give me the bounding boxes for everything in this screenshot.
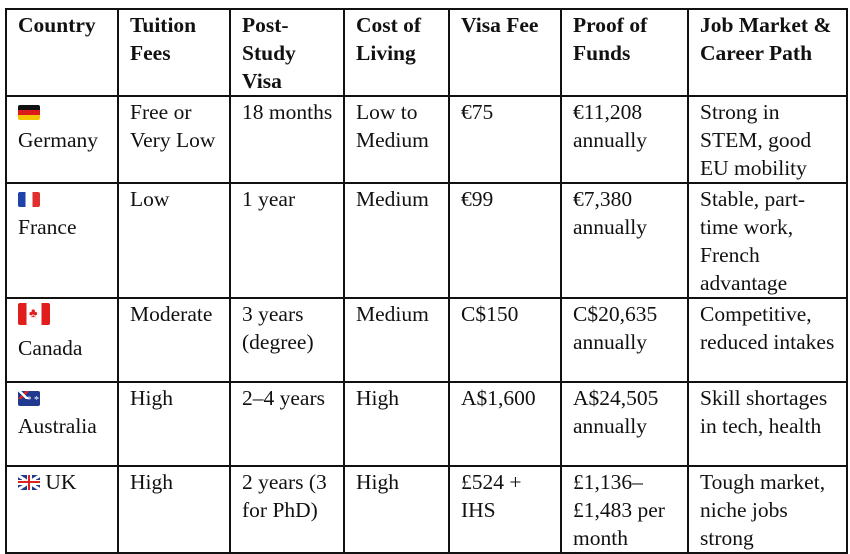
visa-fee-cell: A$1,600 (449, 382, 561, 466)
proof-of-funds-cell: A$24,505 annually (561, 382, 688, 466)
proof-of-funds-cell: €7,380 annually (561, 183, 688, 298)
cost-of-living-cell: Medium (344, 183, 449, 298)
country-cell (6, 298, 118, 382)
visa-fee-cell: £524 + IHS (449, 466, 561, 553)
germany-flag-icon (18, 105, 40, 120)
job-market-cell: Skill shortages in tech, health (688, 382, 847, 466)
table-row (6, 466, 847, 553)
post-study-visa-cell: 3 years (degree) (230, 298, 344, 382)
uk-flag-icon (18, 475, 40, 490)
australia-flag-icon (18, 391, 40, 406)
tuition-cell: High (118, 382, 230, 466)
cost-of-living-cell: Medium (344, 298, 449, 382)
france-flag-icon (18, 192, 40, 207)
visa-fee-cell: C$150 (449, 298, 561, 382)
job-market-cell: Competitive, reduced intakes (688, 298, 847, 382)
post-study-visa-cell: 2 years (3 for PhD) (230, 466, 344, 553)
table-row (6, 183, 847, 298)
tuition-cell: High (118, 466, 230, 553)
cost-of-living-cell: High (344, 466, 449, 553)
header-job-market: Job Market & Career Path (688, 9, 847, 96)
tuition-cell: Moderate (118, 298, 230, 382)
country-name: Canada (18, 336, 83, 360)
post-study-visa-cell: 2–4 years (230, 382, 344, 466)
post-study-visa-cell: 1 year (230, 183, 344, 298)
country-name: Germany (18, 128, 98, 152)
country-cell (6, 466, 118, 553)
proof-of-funds-cell: £1,136–£1,483 per month (561, 466, 688, 553)
country-cell (6, 96, 118, 183)
country-cell (6, 183, 118, 298)
post-study-visa-cell: 18 months (230, 96, 344, 183)
cost-of-living-cell: High (344, 382, 449, 466)
country-name: France (18, 215, 77, 239)
country-name: Australia (18, 414, 97, 438)
job-market-cell: Tough market, niche jobs strong (688, 466, 847, 553)
country-comparison-table (5, 8, 848, 554)
job-market-cell: Strong in STEM, good EU mobility (688, 96, 847, 183)
table-row (6, 96, 847, 183)
header-visa-fee: Visa Fee (449, 9, 561, 96)
canada-flag-icon (18, 303, 50, 325)
job-market-cell: Stable, part-time work, French advantage (688, 183, 847, 298)
table-row (6, 298, 847, 382)
proof-of-funds-cell: C$20,635 annually (561, 298, 688, 382)
country-cell (6, 382, 118, 466)
visa-fee-cell: €99 (449, 183, 561, 298)
table-row (6, 382, 847, 466)
header-row (6, 9, 847, 96)
visa-fee-cell: €75 (449, 96, 561, 183)
cost-of-living-cell: Low to Medium (344, 96, 449, 183)
proof-of-funds-cell: €11,208 annually (561, 96, 688, 183)
header-country: Country (6, 9, 118, 96)
header-proof-of-funds: Proof of Funds (561, 9, 688, 96)
tuition-cell: Low (118, 183, 230, 298)
country-name: UK (45, 470, 77, 494)
header-cost-of-living: Cost of Living (344, 9, 449, 96)
header-post-study-visa: Post-Study Visa (230, 9, 344, 96)
tuition-cell: Free or Very Low (118, 96, 230, 183)
header-tuition-fees: Tuition Fees (118, 9, 230, 96)
